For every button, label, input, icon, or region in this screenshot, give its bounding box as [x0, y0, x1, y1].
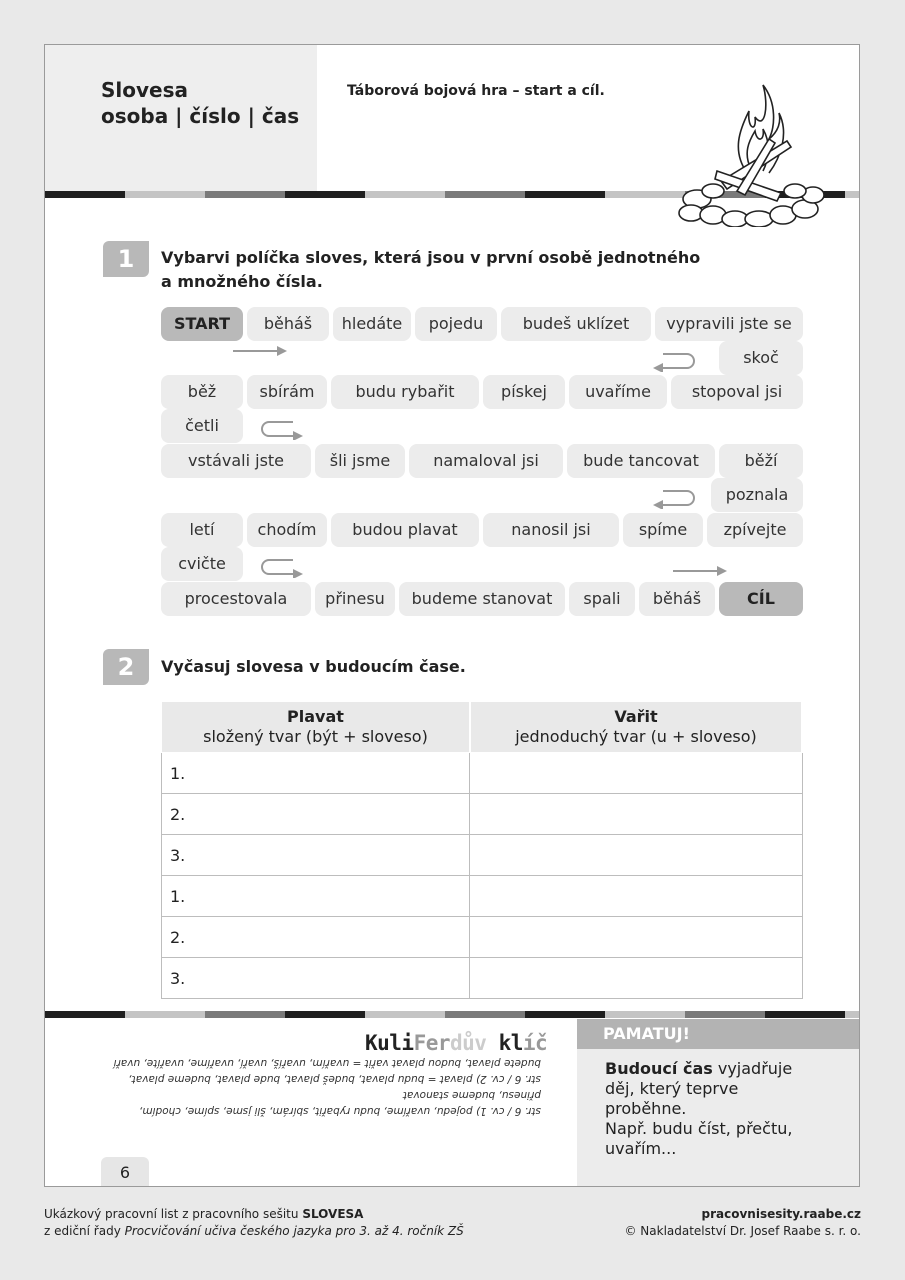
verb-cell[interactable]: cvičte — [161, 547, 243, 581]
verb-cell[interactable]: stopoval jsi — [671, 375, 803, 409]
answer-key-title: KuliFerdův klíč — [365, 1031, 548, 1055]
verb-cell[interactable]: bude tancovat — [567, 444, 715, 478]
verb-cell[interactable]: budu rybařit — [331, 375, 479, 409]
footer-right: pracovnisesity.raabe.cz © Nakladatelství Dr. Josef Raabe s. r. o. — [624, 1207, 861, 1238]
page-number: 6 — [101, 1157, 149, 1187]
task-2-instruction: Vyčasuj slovesa v budoucím čase. — [161, 657, 466, 676]
verb-cell[interactable]: pojedu — [415, 307, 497, 341]
answer-cell[interactable]: 1. — [162, 876, 470, 917]
answer-key-text: str. 6 / cv. 1) pojedu, uvaříme, budu rybařit, sbírám, šli jsme, spíme, chodím, přinesu, budeme stanovat str. 6 / cv. 2) plavat = budu plavat, budeš plavat, bude plavat, budeme plavat, budete plavat, budou plavat vařit = uvařím, uvaříš, uvaří, uvaříme, uvaříte, uvaří — [113, 1057, 541, 1117]
task-1-instruction: Vybarvi políčka sloves, která jsou v první osobě jednotného a množného čísla. — [161, 248, 701, 291]
verb-cell[interactable]: vstávali jste — [161, 444, 311, 478]
verb-cell[interactable]: sbírám — [247, 375, 327, 409]
verb-cell[interactable]: šli jsme — [315, 444, 405, 478]
verb-cell[interactable]: budeš uklízet — [501, 307, 651, 341]
verb-cell[interactable]: namaloval jsi — [409, 444, 563, 478]
verb-cell[interactable]: procestovala — [161, 582, 311, 616]
website-link[interactable]: pracovnisesity.raabe.cz — [701, 1207, 861, 1221]
verb-cell[interactable]: spali — [569, 582, 635, 616]
arrow-return-right-icon — [251, 554, 307, 578]
verb-cell[interactable]: běháš — [639, 582, 715, 616]
verb-cell[interactable]: běží — [719, 444, 803, 478]
answer-cell[interactable] — [470, 958, 802, 999]
verb-cell[interactable]: budou plavat — [331, 513, 479, 547]
col-header-varit: Vařit jednoduchý tvar (u + sloveso) — [470, 702, 802, 753]
verb-cell[interactable]: letí — [161, 513, 243, 547]
start-cell[interactable]: START — [161, 307, 243, 341]
arrow-return-left-icon — [649, 485, 705, 509]
verb-cell[interactable]: četli — [161, 409, 243, 443]
task-2-number: 2 — [103, 649, 149, 685]
footer-left: Ukázkový pracovní list z pracovního sešitu SLOVESA z ediční řady Procvičování učiva českého jazyka pro 3. až 4. ročník ZŠ — [44, 1207, 464, 1238]
answer-cell[interactable] — [470, 835, 802, 876]
verb-cell[interactable]: budeme stanovat — [399, 582, 565, 616]
task-1-number: 1 — [103, 241, 149, 277]
footer-stripe — [45, 1011, 860, 1018]
answer-cell[interactable]: 3. — [162, 835, 470, 876]
table-row — [162, 835, 803, 876]
answer-cell[interactable]: 3. — [162, 958, 470, 999]
verb-cell[interactable]: nanosil jsi — [483, 513, 619, 547]
verb-cell[interactable]: uvaříme — [569, 375, 667, 409]
table-row — [162, 958, 803, 999]
answer-cell[interactable] — [470, 753, 802, 794]
col-header-plavat: Plavat složený tvar (být + sloveso) — [162, 702, 470, 753]
page-subtitle: Táborová bojová hra – start a cíl. — [347, 83, 605, 99]
verb-cell[interactable]: poznala — [711, 478, 803, 512]
arrow-return-left-icon — [649, 348, 705, 372]
campfire-icon — [677, 81, 827, 227]
answer-cell[interactable] — [470, 917, 802, 958]
table-row — [162, 794, 803, 835]
remember-heading: PAMATUJ! — [577, 1019, 860, 1049]
verb-cell[interactable]: běháš — [247, 307, 329, 341]
arrow-return-right-icon — [251, 416, 307, 440]
table-row — [162, 917, 803, 958]
table-row — [162, 753, 803, 794]
verb-cell[interactable]: vypravili jste se — [655, 307, 803, 341]
answer-cell[interactable]: 2. — [162, 794, 470, 835]
remember-box — [577, 1019, 860, 1187]
finish-cell[interactable]: CÍL — [719, 582, 803, 616]
page-title: Slovesa osoba | číslo | čas — [101, 78, 300, 128]
answer-cell[interactable]: 1. — [162, 753, 470, 794]
verb-cell[interactable]: spíme — [623, 513, 703, 547]
answer-cell[interactable] — [470, 794, 802, 835]
answer-cell[interactable] — [470, 876, 802, 917]
verb-cell[interactable]: zpívejte — [707, 513, 803, 547]
table-row — [162, 876, 803, 917]
arrow-right-icon — [671, 563, 731, 579]
future-tense-table — [161, 701, 803, 999]
verb-cell[interactable]: hledáte — [333, 307, 411, 341]
verb-cell[interactable]: chodím — [247, 513, 327, 547]
worksheet-page — [44, 44, 860, 1187]
verb-cell[interactable]: běž — [161, 375, 243, 409]
verb-cell[interactable]: skoč — [719, 341, 803, 375]
verb-cell[interactable]: pískej — [483, 375, 565, 409]
answer-cell[interactable]: 2. — [162, 917, 470, 958]
arrow-right-icon — [231, 343, 291, 359]
verb-cell[interactable]: přinesu — [315, 582, 395, 616]
remember-text: Budoucí čas vyjadřuje děj, který teprve proběhne. Např. budu číst, přečtu, uvařím... — [605, 1059, 793, 1158]
